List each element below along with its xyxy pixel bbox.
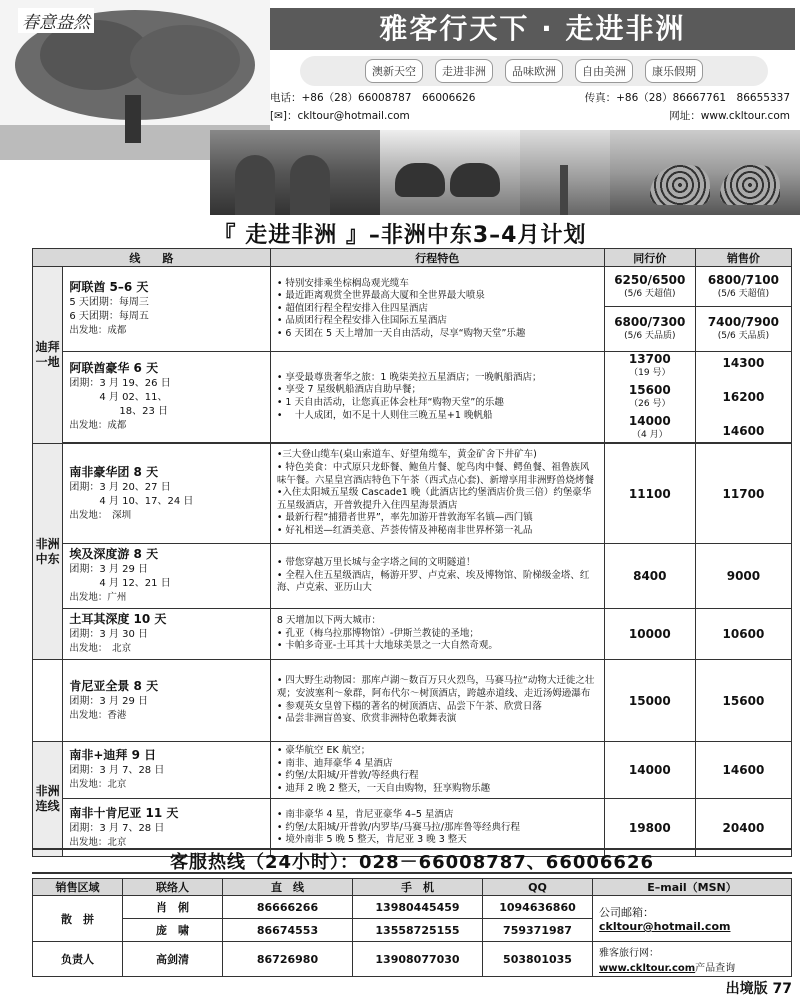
- area-cell: 散 拼: [33, 896, 123, 942]
- feature-cell: [270, 544, 604, 609]
- feature-item: • 卡帕多奇亚-土耳其十大地球美景之一大自然奇观。: [276, 640, 498, 652]
- table-header-row: [33, 249, 792, 267]
- email-value[interactable]: ckltour@hotmail.com: [297, 110, 410, 122]
- col-sale-price: 销售价: [695, 249, 791, 267]
- email-icon: [✉]：: [270, 110, 298, 122]
- col-features: 行程特色: [270, 249, 604, 267]
- table-row: [33, 660, 792, 742]
- brand-logo[interactable]: 澳新天空: [365, 59, 423, 83]
- feature-item: • 带您穿越万里长城与金字塔之间的文明隧道！: [276, 557, 476, 569]
- route-name[interactable]: 土耳其深度 10 天: [69, 612, 167, 626]
- feature-item: • 享受 7 星级帆船酒店自助早餐；: [276, 384, 422, 396]
- route-name[interactable]: 埃及深度游 8 天: [69, 547, 159, 561]
- feature-item: • 品质团行程全程安排入住国际五星酒店: [276, 315, 447, 327]
- contact-name: 庞 啸: [123, 919, 223, 942]
- route-date: 团期：3 月 7、28 日: [69, 822, 165, 834]
- feature-item: • 1 天自由活动，让您真正体会杜拜“购物天堂”的乐趣: [276, 397, 504, 408]
- tour-table: [32, 248, 792, 857]
- feature-item: • 品尝非洲盲兽宴、欣赏非洲特色歌舞表演: [276, 713, 457, 725]
- col-mobile: 手 机: [353, 879, 483, 896]
- route-date: 4 月 10、17、24 日: [69, 495, 194, 507]
- peer-price: 10000: [604, 609, 695, 660]
- contacts-table: [32, 878, 792, 977]
- page-title: 『 走进非洲 』–非洲中东3–4月计划: [213, 223, 587, 248]
- sale-price: 6800/7100 (5/6 天超值): [695, 267, 791, 307]
- col-contact: 联络人: [123, 879, 223, 896]
- table-row: [33, 942, 792, 977]
- email-label: 公司邮箱：: [599, 906, 654, 919]
- feature-item: •三大登山缆车(桌山索道车、好望角缆车，黄金矿舍下井矿车): [276, 449, 537, 461]
- feature-cell: [270, 742, 604, 799]
- route-date: 4 月 12、21 日: [69, 578, 171, 589]
- route-date: 4 月 02、11、: [69, 392, 168, 403]
- banner-title: 雅客行天下 · 走进非洲: [270, 8, 795, 50]
- mobile[interactable]: 13558725155: [353, 919, 483, 942]
- area-cell: 负责人: [33, 942, 123, 977]
- web-link[interactable]: www.ckltour.com: [599, 963, 696, 974]
- col-direct-line: 直 线: [223, 879, 353, 896]
- hotline-banner[interactable]: 客服热线（24小时）：028－66008787、66006626: [32, 848, 792, 874]
- feature-cell: [270, 267, 604, 352]
- route-date: 团期：3 月 19、26 日: [69, 378, 171, 389]
- col-email: E–mail（MSN）: [593, 879, 792, 896]
- feature-item: • 享受最尊贵奢华之旅：1 晚柒美拉五星酒店；一晚帆船酒店；: [276, 371, 542, 383]
- brand-strip: [300, 56, 768, 86]
- table-row: [33, 896, 792, 919]
- statues-photo: [210, 130, 380, 215]
- table-row: [33, 352, 792, 443]
- feature-item: • 6 天团在 5 天上增加一天自由活动，尽享“购物天堂”乐趣: [276, 327, 526, 339]
- sale-price: 20400: [695, 799, 791, 857]
- route-name[interactable]: 南非十肯尼亚 11 天: [69, 805, 179, 820]
- col-qq: QQ: [483, 879, 593, 896]
- feature-item: • 特色美食：中式原只龙虾餐、鲍鱼片餐、鸵鸟肉中餐、鳄鱼餐、祖鲁族风味午餐。六星皇宫酒店特色下午茶（西式点心套)、新增享用非洲野兽烧烤餐: [276, 462, 595, 486]
- cheetah-photo: [610, 130, 800, 215]
- feature-item: • 迪拜 2 晚 2 整天，一天自由购物，狂享购物乐趣: [276, 782, 491, 794]
- baobab-photo: [520, 130, 610, 215]
- feature-item: • 南非、迪拜豪华 4 星酒店: [276, 757, 393, 769]
- col-peer-price: 同行价: [604, 249, 695, 267]
- col-route: 线 路: [33, 249, 271, 267]
- feature-cell: [270, 660, 604, 742]
- tel-value: +86（28）66008787 66006626: [301, 92, 476, 104]
- route-date: 团期：3 月 20、27 日: [69, 481, 171, 493]
- feature-cell: [270, 352, 604, 443]
- tel-label: 电话：: [270, 92, 302, 104]
- page-footer: 出境版 77: [725, 981, 792, 997]
- peer-price: 8400: [604, 544, 695, 609]
- sale-price: 14300 16200 14600: [695, 352, 791, 443]
- feature-item: • 约堡/太阳城/开普敦/等经典行程: [276, 770, 419, 782]
- feature-cell: [270, 609, 604, 660]
- mobile[interactable]: 13908077030: [353, 942, 483, 977]
- peer-price: 6800/7300 (5/6 天品质): [604, 307, 695, 352]
- region-connections: 非洲连线: [33, 742, 63, 857]
- sale-price: 9000: [695, 544, 791, 609]
- photo-strip: [210, 130, 800, 215]
- peer-price: 6250/6500 (5/6 天超值): [604, 267, 695, 307]
- sale-price: 11700: [695, 444, 791, 544]
- web-cell: [593, 942, 792, 977]
- route-depart: 出发地：香港: [69, 709, 127, 721]
- elephant-photo: [380, 130, 520, 215]
- fax-label: 传真：: [584, 92, 617, 104]
- col-area: 销售区域: [33, 879, 123, 896]
- route-date: 团期：3 月 29 日: [69, 564, 148, 575]
- direct-line[interactable]: 86726980: [223, 942, 353, 977]
- peer-price: 11100: [604, 444, 695, 544]
- route-date: 5 天团期：每周三: [69, 297, 149, 308]
- table-row: [33, 267, 792, 307]
- table-row: [33, 742, 792, 799]
- brand-logo[interactable]: 品味欧洲: [505, 59, 563, 83]
- contact-line-phone: [270, 90, 790, 105]
- route-cell: [63, 660, 270, 742]
- brand-logo[interactable]: 康乐假期: [645, 59, 703, 83]
- contacts-header-row: [33, 879, 792, 896]
- feature-item: • 全程入住五星级酒店，畅游开罗、卢克索、埃及博物馆、阶梯级金塔、红海、卢克索、亚历山大: [276, 569, 590, 594]
- feature-cell: [270, 444, 604, 544]
- route-date: 团期：3 月 30 日: [69, 629, 148, 640]
- route-depart: 出发地：广州: [69, 592, 127, 603]
- route-name[interactable]: 南非+迪拜 9 日: [69, 748, 157, 763]
- route-cell: [63, 444, 270, 544]
- route-name[interactable]: 阿联酋豪华 6 天: [69, 361, 159, 375]
- region-dubai: 迪拜一地: [33, 267, 63, 444]
- direct-line[interactable]: 86666266: [223, 896, 353, 919]
- brand-logo[interactable]: 自由美洲: [575, 59, 633, 83]
- contact-line-web: [270, 108, 790, 123]
- feature-item: • 四大野生动物园：那库卢湖～数百万只火烈鸟，马赛马拉“动物大迁徙之壮观；安波塞利～象群，阿布代尔～树顶酒店，跨越赤道线、走近汤姆逊瀑布: [276, 675, 595, 699]
- route-cell: [63, 609, 270, 660]
- feature-item: • 境外南非 5 晚 5 整天，肯尼亚 3 晚 3 整天: [276, 834, 467, 846]
- brand-logo[interactable]: 走进非洲: [435, 59, 493, 83]
- route-cell: [63, 544, 270, 609]
- route-cell: [63, 742, 270, 799]
- web-label: 雅客旅行网：: [599, 948, 659, 959]
- sale-price: 7400/7900 (5/6 天品质): [695, 307, 791, 352]
- feature-item: • 南非豪华 4 星，肯尼亚豪华 4–5 星酒店: [276, 808, 454, 820]
- feature-item: • 豪华航空 EK 航空；: [276, 745, 371, 756]
- web-value[interactable]: www.ckltour.com: [700, 110, 790, 122]
- feature-item: • 最新行程“捕猎者世界”，率先加游开普敦海军名镇—西门镇: [276, 512, 533, 524]
- route-cell: [63, 352, 270, 443]
- table-row: [33, 444, 792, 544]
- feature-item: • 参观英女皇曾下榻的著名的树顶酒店、品尝下午茶、欣赏日落: [276, 700, 542, 712]
- email-cell: [593, 896, 792, 942]
- web-suffix: 产品查询: [695, 963, 736, 974]
- route-depart: 出发地：北京: [69, 779, 127, 791]
- peer-price: 15000: [604, 660, 695, 742]
- route-date: 团期：3 月 29 日: [69, 695, 148, 707]
- feature-item: • 孔亚（梅乌拉那博物馆）-伊斯兰教徒的圣地；: [276, 627, 479, 639]
- feature-item: • 超值团行程全程安排入住四星酒店: [276, 302, 428, 314]
- qq[interactable]: 503801035: [483, 942, 593, 977]
- fax-value: +86（28）86667761 86655337: [616, 92, 790, 104]
- qq[interactable]: 759371987: [483, 919, 593, 942]
- direct-line[interactable]: 86674553: [223, 919, 353, 942]
- route-depart: 出发地：成都: [69, 420, 127, 431]
- route-depart: 出发地：北京: [69, 836, 127, 848]
- seal-text: 春意盎然: [18, 8, 94, 33]
- route-cell: [63, 267, 270, 352]
- sale-price: 15600: [695, 660, 791, 742]
- feature-item: • 约堡/太阳城/开普敦/内罗毕/马赛马拉/那库鲁等经典行程: [276, 821, 520, 833]
- feature-item: • 十人成团，如不足十人则住三晚五星+1 晚帆船: [276, 409, 493, 421]
- feature-item: • 最近距离观赏全世界最高大厦和全世界最大喷泉: [276, 290, 485, 302]
- feature-item: • 好礼相送—红酒美意、芦荟传情及神秘南非世界杯第一礼品: [276, 524, 533, 536]
- feature-item: 8 天增加以下两大城市：: [276, 615, 381, 627]
- sale-price: 14600: [695, 742, 791, 799]
- route-name[interactable]: 阿联酋 5–6 天: [69, 280, 149, 294]
- peer-price: 13700 （19 号） 15600 （26 号） 14000 （4 月）: [604, 352, 695, 443]
- route-date: 6 天团期：每周五: [69, 311, 149, 322]
- header: [0, 0, 800, 215]
- table-row: [33, 544, 792, 609]
- web-label: 网址：: [669, 110, 701, 122]
- mobile[interactable]: 13980445459: [353, 896, 483, 919]
- peer-price: 14000: [604, 742, 695, 799]
- route-name[interactable]: 肯尼亚全景 8 天: [69, 678, 159, 693]
- route-date: 18、23 日: [69, 406, 168, 417]
- route-date: 团期：3 月 7、28 日: [69, 765, 165, 777]
- contact-name: 高剑清: [123, 942, 223, 977]
- feature-item: •入住太阳城五星级 Cascade1 晚（此酒店比约堡酒店价贵三倍）约堡豪华五星级酒店，开普敦提升入住四星海景酒店: [276, 487, 592, 511]
- email-link[interactable]: ckltour@hotmail.com: [599, 920, 731, 933]
- table-row: [33, 609, 792, 660]
- route-name[interactable]: 南非豪华团 8 天: [69, 464, 159, 479]
- route-depart: 出发地： 深圳: [69, 509, 132, 521]
- route-depart: 出发地： 北京: [69, 643, 132, 654]
- sale-price: 10600: [695, 609, 791, 660]
- region-spacer: [33, 660, 63, 742]
- region-africa-mideast: 非洲中东: [33, 444, 63, 660]
- qq[interactable]: 1094636860: [483, 896, 593, 919]
- feature-item: • 特别安排乘坐棕榈岛观光缆车: [276, 277, 409, 289]
- contact-name: 肖 俐: [123, 896, 223, 919]
- route-depart: 出发地：成都: [69, 325, 127, 336]
- peer-price: 19800: [604, 799, 695, 857]
